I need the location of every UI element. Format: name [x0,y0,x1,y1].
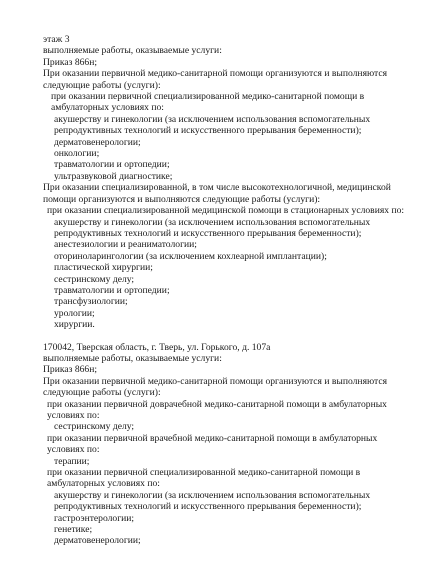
list-item: травматологии и ортопедии; [54,159,170,171]
list-item: пластической хирургии; [54,262,153,274]
list-item: сестринскому делу; [54,273,135,285]
list-item: терапии; [54,455,90,467]
primary-intro: При оказании первичной медико-санитарной помощи организуются и выполняются следующие работы (услуги): [43,375,387,399]
list-item: ультразвуковой диагностике; [54,170,173,182]
specialized-inpatient: при оказании специализированной медицинской помощи в стационарных условиях по: [47,205,405,217]
list-item: гастроэнтерологии; [54,512,135,524]
works-heading: выполняемые работы, оказываемые услуги: [43,45,222,57]
document-page [43,34,413,547]
list-item: сестринскому делу; [54,421,135,433]
order-text: Приказ 866н; [43,56,98,68]
list-item: генетике; [54,524,93,536]
list-item: дерматовенерологии; [54,535,141,547]
works-heading: выполняемые работы, оказываемые услуги: [43,352,222,364]
list-item: анестезиологии и реаниматологии; [54,239,197,251]
obstetrics-item: акушерству и гинекологии (за исключением использования вспомогательных репродуктивных технологий и искусственного прерывания беременности); [54,489,371,513]
floor-text: этаж 3 [43,34,70,45]
primary-intro: При оказании первичной медико-санитарной помощи организуются и выполняются следующие работы (услуги): [43,68,387,91]
obstetrics-item: акушерству и гинекологии (за исключением использования вспомогательных репродуктивных технологий и искусственного прерывания беременности); [54,216,371,239]
list-item: дерматовенерологии; [54,136,141,148]
address-text: 170042, Тверская область, г. Тверь, ул. Горького, д. 107а [43,341,271,353]
order-text: Приказ 866н; [43,364,98,376]
specialized-intro: При оказании специализированной, в том числе высокотехнологичной, медицинской помощи организуются и выполняются следующие работы (услуги): [43,182,391,205]
list-item: хирургии. [54,319,95,331]
list-item: трансфузиологии; [54,296,128,308]
prehospital-item: при оказании первичной доврачебной медико-санитарной помощи в амбулаторных условиях по: [47,398,387,421]
list-item: онкологии; [54,148,100,160]
obstetrics-item: акушерству и гинекологии (за исключением использования вспомогательных репродуктивных технологий и искусственного прерывания беременности); [54,113,371,137]
specialized-item: при оказании первичной специализированной медико-санитарной помощи в амбулаторных условиях по: [47,467,361,490]
list-item: оториноларингологии (за исключением кохлеарной имплантации); [54,250,327,262]
primary-outpatient: при оказании первичной специализированной медико-санитарной помощи в амбулаторных условиях по: [51,91,365,114]
list-item: урологии; [54,307,95,319]
list-item: травматологии и ортопедии; [54,284,170,296]
doctor-item: при оказании первичной врачебной медико-санитарной помощи в амбулаторных условиях по: [47,432,378,456]
